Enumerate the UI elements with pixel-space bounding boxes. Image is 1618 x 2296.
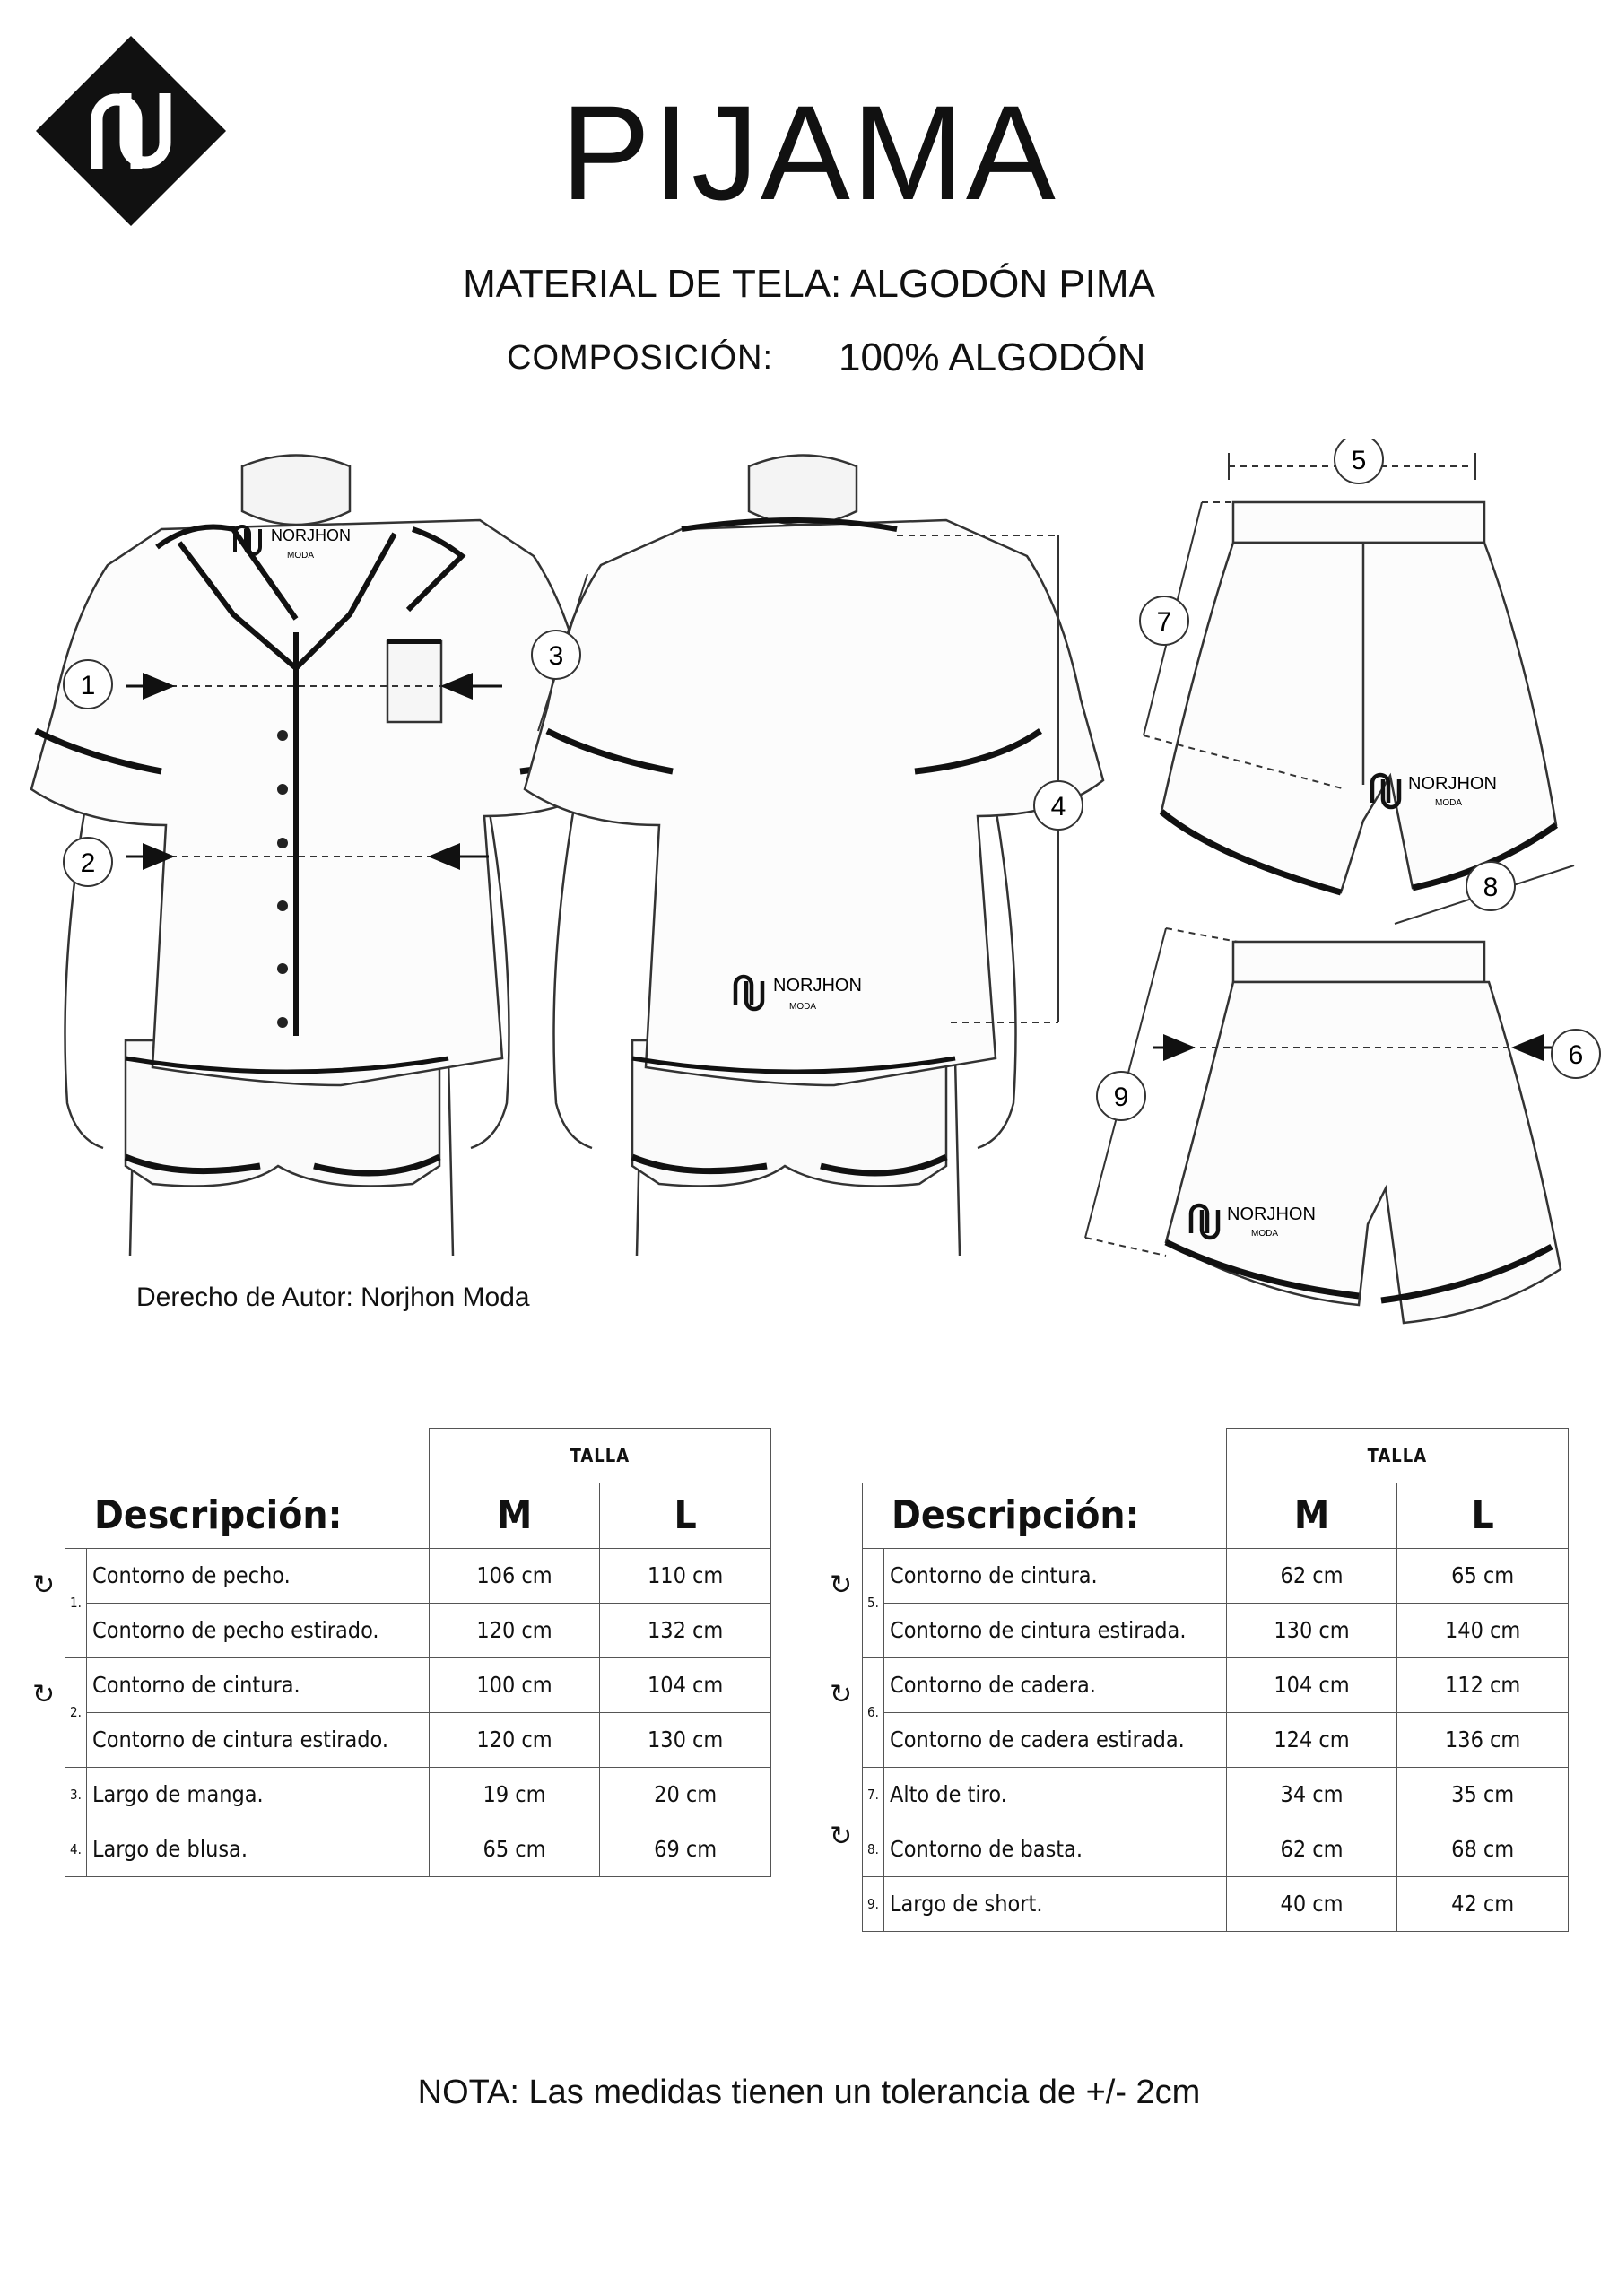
- brand-text-back: NORJHON: [773, 976, 862, 996]
- row-l: 130 cm: [600, 1712, 771, 1767]
- row-m: 120 cm: [429, 1603, 600, 1657]
- table-row: [863, 1712, 1569, 1767]
- row-l: 35 cm: [1397, 1767, 1569, 1822]
- table-row: [65, 1548, 771, 1603]
- row-description: Contorno de pecho.: [86, 1548, 429, 1603]
- row-l: 65 cm: [1397, 1548, 1569, 1603]
- shorts-back-figure: [1166, 942, 1561, 1323]
- row-m: 124 cm: [1226, 1712, 1397, 1767]
- row-number: 2.: [65, 1657, 87, 1767]
- marker-3: [532, 631, 580, 679]
- tolerance-note: NOTA: Las medidas tienen un tolerancia de +/- 2cm: [417, 2074, 1201, 2111]
- marker-7: [1140, 596, 1188, 645]
- row-l: 132 cm: [600, 1603, 771, 1657]
- table-row: [65, 1657, 771, 1712]
- brand-text-front: NORJHON: [271, 526, 351, 544]
- marker-2: [64, 838, 112, 886]
- svg-text:4: 4: [1050, 792, 1066, 822]
- stretch-rotate-icon: ↻: [830, 1821, 853, 1852]
- row-l: 140 cm: [1397, 1603, 1569, 1657]
- row-description: Contorno de cadera estirada.: [883, 1712, 1226, 1767]
- size-l-header: L: [1397, 1483, 1569, 1548]
- row-m: 130 cm: [1226, 1603, 1397, 1657]
- desc-header: Descripción:: [863, 1483, 1227, 1548]
- row-m: 104 cm: [1226, 1657, 1397, 1712]
- row-m: 106 cm: [429, 1548, 600, 1603]
- row-number: 6.: [863, 1657, 884, 1767]
- marker-9: [1097, 1072, 1145, 1120]
- stretch-rotate-icon: ↻: [32, 1570, 56, 1601]
- svg-text:8: 8: [1483, 873, 1499, 902]
- row-m: 40 cm: [1226, 1876, 1397, 1931]
- svg-text:5: 5: [1351, 446, 1367, 475]
- desc-header: Descripción:: [65, 1483, 430, 1548]
- marker-5: [1335, 439, 1383, 483]
- row-m: 120 cm: [429, 1712, 600, 1767]
- svg-text:2: 2: [80, 848, 96, 878]
- table-row: [863, 1767, 1569, 1822]
- talla-header: TALLA: [429, 1429, 770, 1483]
- shirt-size-table: [65, 1428, 771, 1877]
- brand-text-shorts-front: NORJHON: [1408, 774, 1497, 794]
- row-description: Contorno de cadera.: [883, 1657, 1226, 1712]
- stretch-rotate-icon: ↻: [32, 1679, 56, 1710]
- composition-value: 100% ALGODÓN: [839, 335, 1146, 379]
- row-number: 1.: [65, 1548, 87, 1657]
- row-l: 136 cm: [1397, 1712, 1569, 1767]
- garment-illustration: [0, 439, 1618, 1372]
- table-row: [863, 1657, 1569, 1712]
- row-m: 100 cm: [429, 1657, 600, 1712]
- talla-header: TALLA: [1226, 1429, 1568, 1483]
- svg-text:1: 1: [80, 671, 96, 700]
- stretch-rotate-icon: ↻: [830, 1679, 853, 1710]
- table-row: [65, 1712, 771, 1767]
- size-l-header: L: [600, 1483, 771, 1548]
- row-description: Largo de blusa.: [86, 1822, 429, 1876]
- brand-sub-back: MODA: [789, 1002, 816, 1012]
- table-row: [863, 1822, 1569, 1876]
- svg-text:6: 6: [1568, 1040, 1584, 1070]
- row-description: Contorno de cintura.: [86, 1657, 429, 1712]
- row-number: 9.: [863, 1876, 884, 1931]
- brand-sub-front: MODA: [287, 551, 314, 561]
- row-l: 20 cm: [600, 1767, 771, 1822]
- shirt-front-figure: [31, 456, 646, 1257]
- row-description: Contorno de basta.: [883, 1822, 1226, 1876]
- row-m: 65 cm: [429, 1822, 600, 1876]
- table-row: [863, 1603, 1569, 1657]
- table-row: [65, 1767, 771, 1822]
- marker-6: [1552, 1030, 1600, 1078]
- row-l: 68 cm: [1397, 1822, 1569, 1876]
- brand-text-shorts-back: NORJHON: [1227, 1205, 1316, 1224]
- page-title: PIJAMA: [561, 77, 1057, 228]
- size-m-header: M: [1226, 1483, 1397, 1548]
- row-l: 104 cm: [600, 1657, 771, 1712]
- row-number: 7.: [863, 1767, 884, 1822]
- marker-1: [64, 660, 112, 709]
- row-description: Contorno de cintura.: [883, 1548, 1226, 1603]
- row-description: Contorno de cintura estirada.: [883, 1603, 1226, 1657]
- brand-sub-shorts-back: MODA: [1251, 1229, 1278, 1239]
- shorts-size-table: [862, 1428, 1569, 1932]
- composition-label: COMPOSICIÓN:: [507, 339, 774, 377]
- row-m: 34 cm: [1226, 1767, 1397, 1822]
- row-description: Alto de tiro.: [883, 1767, 1226, 1822]
- row-m: 19 cm: [429, 1767, 600, 1822]
- shirt-back-figure: [525, 456, 1103, 1257]
- row-m: 62 cm: [1226, 1822, 1397, 1876]
- row-number: 8.: [863, 1822, 884, 1876]
- size-m-header: M: [429, 1483, 600, 1548]
- table-row: [863, 1876, 1569, 1931]
- row-description: Largo de manga.: [86, 1767, 429, 1822]
- row-number: 4.: [65, 1822, 87, 1876]
- row-description: Contorno de cintura estirado.: [86, 1712, 429, 1767]
- marker-4: [1034, 781, 1083, 830]
- stretch-rotate-icon: ↻: [830, 1570, 853, 1601]
- row-l: 110 cm: [600, 1548, 771, 1603]
- table-row: [65, 1603, 771, 1657]
- material-line: MATERIAL DE TELA: ALGODÓN PIMA: [463, 262, 1155, 306]
- svg-text:7: 7: [1156, 607, 1172, 637]
- row-description: Largo de short.: [883, 1876, 1226, 1931]
- row-number: 5.: [863, 1548, 884, 1657]
- row-description: Contorno de pecho estirado.: [86, 1603, 429, 1657]
- svg-text:3: 3: [548, 641, 564, 671]
- brand-sub-shorts-front: MODA: [1435, 798, 1462, 808]
- row-number: 3.: [65, 1767, 87, 1822]
- row-l: 112 cm: [1397, 1657, 1569, 1712]
- marker-8: [1466, 862, 1515, 910]
- table-row: [863, 1548, 1569, 1603]
- row-m: 62 cm: [1226, 1548, 1397, 1603]
- shorts-front-figure: [1161, 502, 1556, 892]
- row-l: 42 cm: [1397, 1876, 1569, 1931]
- table-row: [65, 1822, 771, 1876]
- copyright-text: Derecho de Autor: Norjhon Moda: [136, 1283, 530, 1312]
- row-l: 69 cm: [600, 1822, 771, 1876]
- svg-text:9: 9: [1113, 1083, 1129, 1112]
